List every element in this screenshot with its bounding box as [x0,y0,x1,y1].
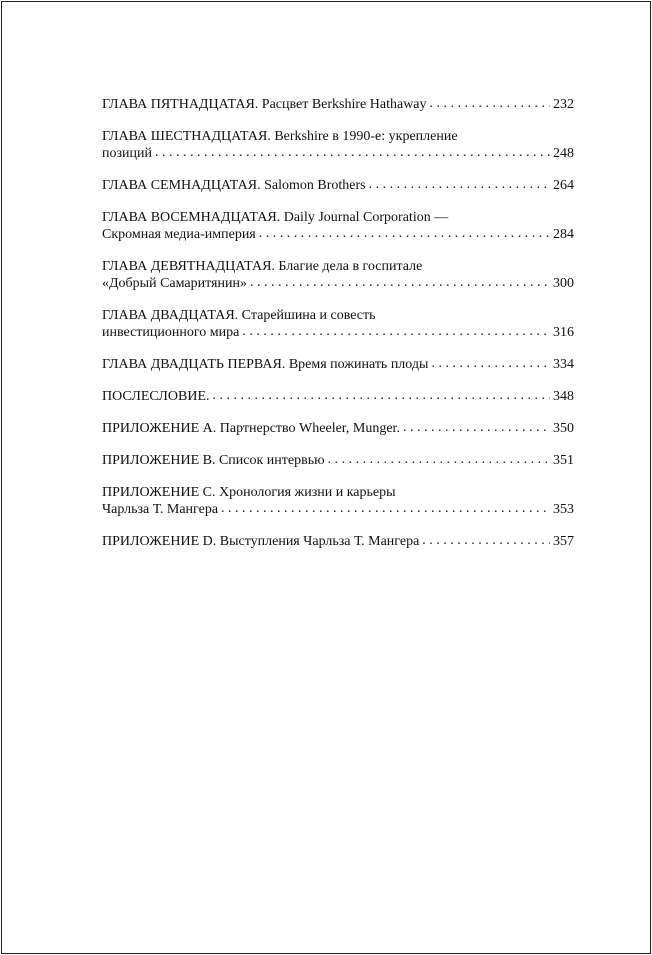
toc-entry-line [102,388,574,405]
toc-page-number: 350 [553,421,574,436]
toc-entry-line [102,258,574,275]
toc-page-number: 348 [553,389,574,404]
toc-page-number: 316 [553,325,574,340]
toc-entry-title: ГЛАВА ДВАДЦАТЬ ПЕРВАЯ. Время пожинать плоды [102,357,429,372]
toc-page-number: 351 [553,453,574,468]
toc-entry-line [102,324,574,341]
toc-entry-line [102,96,574,113]
toc-entry-line [102,177,574,194]
toc-entry [102,484,574,518]
toc-entry [102,307,574,341]
dot-leader [155,144,550,161]
toc-entry-title: ГЛАВА ШЕСТНАДЦАТАЯ. Berkshire в 1990-е: укрепление [102,129,458,144]
toc-page-number: 334 [553,357,574,372]
toc-entry-line [102,128,574,145]
toc-page-number: 232 [553,97,574,112]
toc-page-number: 353 [553,502,574,517]
dot-leader [328,451,550,468]
toc-entry-title: Скромная медиа-империя [102,227,256,242]
toc-entry [102,96,574,113]
toc-entry-line [102,533,574,550]
toc-entry [102,388,574,405]
dot-leader [250,274,550,291]
toc-entry [102,209,574,243]
toc-entry-title: позиций [102,146,152,161]
toc-page-number: 264 [553,178,574,193]
toc-page-number: 357 [553,534,574,549]
toc-entry-title: ГЛАВА ПЯТНАДЦАТАЯ. Расцвет Berkshire Hathaway [102,97,427,112]
toc-page-number: 300 [553,276,574,291]
toc-entry [102,420,574,437]
toc-entry-title: ГЛАВА ВОСЕМНАДЦАТАЯ. Daily Journal Corporation — [102,210,449,225]
toc-entry-line [102,501,574,518]
toc-entry-title: ПРИЛОЖЕНИЕ А. Партнерство Wheeler, Munger. [102,421,400,436]
toc-entry-line [102,420,574,437]
toc-entry-title: ГЛАВА ДЕВЯТНАДЦАТАЯ. Благие дела в госпитале [102,259,423,274]
dot-leader [242,323,550,340]
dot-leader [369,176,550,193]
toc-page-number: 284 [553,227,574,242]
table-of-contents [102,96,574,565]
toc-entry-title: «Добрый Самаритянин» [102,276,247,291]
toc-entry [102,533,574,550]
dot-leader [431,355,550,372]
toc-entry-title: ПРИЛОЖЕНИЕ C. Хронология жизни и карьеры [102,485,396,500]
toc-page-number: 248 [553,146,574,161]
book-page [1,1,651,954]
dot-leader [259,225,550,242]
toc-entry [102,128,574,162]
dot-leader [221,500,550,517]
toc-entry-line [102,452,574,469]
dot-leader [403,419,550,436]
toc-entry-line [102,226,574,243]
toc-entry-line [102,356,574,373]
dot-leader [213,387,550,404]
toc-entry-title: ГЛАВА СЕМНАДЦАТАЯ. Salomon Brothers [102,178,366,193]
toc-entry-title: Чарльза Т. Мангера [102,502,219,517]
toc-entry-line [102,209,574,226]
toc-entry [102,452,574,469]
toc-entry-line [102,307,574,324]
toc-entry [102,258,574,292]
toc-entry-title: ПРИЛОЖЕНИЕ B. Список интервью [102,453,325,468]
toc-entry-title: инвестиционного мира [102,325,240,340]
dot-leader [430,95,550,112]
toc-entry-title: ГЛАВА ДВАДЦАТАЯ. Старейшина и совесть [102,308,376,323]
toc-entry [102,177,574,194]
dot-leader [422,532,550,549]
toc-entry-line [102,145,574,162]
toc-entry [102,356,574,373]
toc-entry-title: ПРИЛОЖЕНИЕ D. Выступления Чарльза Т. Мангера [102,534,420,549]
toc-entry-line [102,484,574,501]
toc-entry-line [102,275,574,292]
toc-entry-title: ПОСЛЕСЛОВИЕ. [102,389,210,404]
